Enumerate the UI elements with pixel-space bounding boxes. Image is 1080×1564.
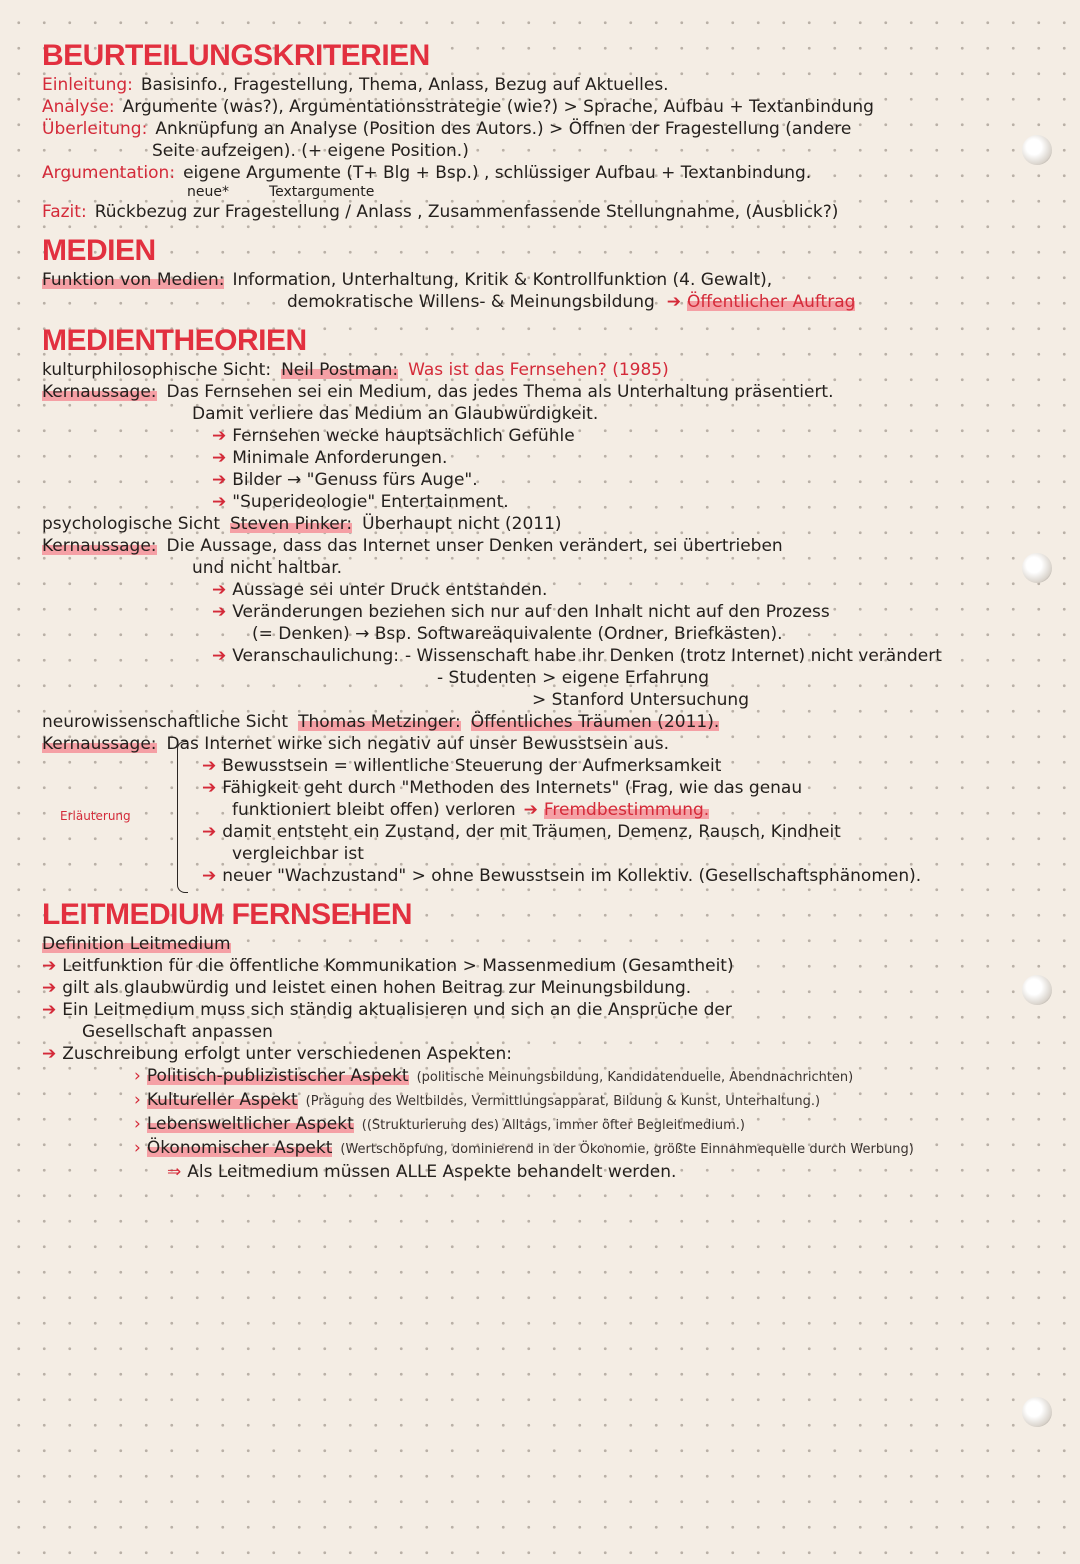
list-item (42, 425, 1017, 447)
list-item (42, 601, 1017, 623)
arrow-icon: ➔ (212, 470, 227, 490)
section-title-medien: MEDIEN (42, 234, 156, 267)
punch-hole (1022, 975, 1052, 1005)
aspekt-name: Kultureller Aspekt (146, 1090, 298, 1110)
aspekt-name: Ökonomischer Aspekt (146, 1138, 333, 1158)
psych-kern-text: Die Aussage, dass das Internet unser Denken verändert, sei übertrieben (166, 536, 783, 556)
psych-veran-3: > Stanford Untersuchung (532, 690, 749, 710)
list-item (42, 689, 1017, 711)
argumentation-line (42, 162, 1017, 184)
kultur-label: kulturphilosophische Sicht: (42, 360, 272, 380)
fazit-text: Rückbezug zur Fragestellung / Anlass , Zusammenfassende Stellungnahme, (Ausblick?) (94, 202, 839, 222)
neuro-fremd: Fremdbestimmung. (543, 800, 710, 820)
list-item (42, 1043, 1017, 1065)
psych-work: Überhaupt nicht (2011) (362, 514, 562, 534)
leit-point: gilt als glaubwürdig und leistet einen hohen Beitrag zur Meinungsbildung. (62, 978, 692, 998)
psych-point: Aussage sei unter Druck entstanden. (232, 580, 548, 600)
neuro-author: Thomas Metzinger: (298, 712, 461, 732)
list-item (42, 977, 1017, 999)
ueberleitung-text-2: Seite aufzeigen). (+ eigene Position.) (152, 141, 469, 161)
neuro-kern-label: Kernaussage: (42, 734, 157, 754)
arrow-icon: ➔ (523, 800, 538, 820)
arrow-icon: ➔ (42, 1000, 57, 1020)
psych-veran-2: - Studenten > eigene Erfahrung (437, 668, 710, 688)
aspekt-name: Politisch-publizistischer Aspekt (146, 1066, 409, 1086)
argumentation-sub-neue: neue* (187, 184, 229, 200)
einleitung-line (42, 74, 1017, 96)
list-item (42, 469, 1017, 491)
aspekt-desc: ((Strukturierung des) Alltags, immer öfter Begleitmedium.) (361, 1118, 745, 1133)
psych-point-2b: (= Denken) → Bsp. Softwareäquivalente (Ordner, Briefkästen). (252, 624, 783, 644)
psych-kern-text-2: und nicht haltbar. (192, 558, 343, 578)
arrow-icon: ➔ (212, 602, 227, 622)
section-title-leitmedium: LEITMEDIUM FERNSEHEN (42, 898, 413, 931)
arrow-icon: ➔ (42, 1044, 57, 1064)
psych-line (42, 513, 1017, 535)
psych-kern-line-2 (42, 557, 1017, 579)
psych-label: psychologische Sicht (42, 514, 221, 534)
list-item (42, 843, 1017, 865)
list-item (42, 667, 1017, 689)
list-item (42, 955, 1017, 977)
neuro-point: damit entsteht ein Zustand, der mit Träumen, Demenz, Rausch, Kindheit (222, 822, 841, 842)
chevron-right-icon: › (134, 1114, 141, 1134)
neuro-point: Bewusstsein = willentliche Steuerung der Aufmerksamkeit (222, 756, 722, 776)
punch-hole (1022, 553, 1052, 583)
aspekt-item (42, 1065, 1017, 1089)
argumentation-sub-text: Textargumente (268, 184, 375, 200)
ueberleitung-label: Überleitung: (42, 119, 148, 139)
list-item (42, 447, 1017, 469)
psych-veran-label: Veranschaulichung: (232, 646, 400, 666)
list-item (42, 999, 1017, 1021)
definition-line (42, 933, 1017, 955)
arrow-icon: ➔ (202, 822, 217, 842)
kultur-kern-line (42, 381, 1017, 403)
psych-point: Veränderungen beziehen sich nur auf den Inhalt nicht auf den Prozess (232, 602, 830, 622)
arrow-icon: ➔ (212, 492, 227, 512)
aspekt-item (42, 1113, 1017, 1137)
kultur-kern-label: Kernaussage: (42, 382, 157, 402)
kultur-kern-line-2 (42, 403, 1017, 425)
section-title-theorien: MEDIENTHEORIEN (42, 324, 307, 357)
leit-point: Zuschreibung erfolgt unter verschiedenen Aspekten: (62, 1044, 513, 1064)
chevron-right-icon: › (134, 1138, 141, 1158)
neuro-label: neurowissenschaftliche Sicht (42, 712, 289, 732)
neuro-point: Fähigkeit geht durch "Methoden des Internets" (Frag, wie das genau (222, 778, 803, 798)
psych-veran-1: - Wissenschaft habe ihr Denken (trotz Internet) nicht verändert (405, 646, 942, 666)
arrow-icon: ➔ (666, 292, 682, 312)
conclusion-line (42, 1161, 1017, 1183)
psych-kern-line (42, 535, 1017, 557)
einleitung-label: Einleitung: (42, 75, 133, 95)
ueberleitung-line (42, 118, 1017, 140)
kultur-line (42, 359, 1017, 381)
arrow-icon: ➔ (42, 978, 57, 998)
list-item (42, 799, 1017, 821)
aspekt-item (42, 1089, 1017, 1113)
list-item (42, 645, 1017, 667)
double-arrow-icon: ⇒ (167, 1162, 182, 1182)
notes-page (42, 38, 1017, 1183)
neuro-line (42, 711, 1017, 733)
arrow-icon: ➔ (212, 580, 227, 600)
list-item (42, 623, 1017, 645)
kultur-point: Minimale Anforderungen. (232, 448, 448, 468)
arrow-icon: ➔ (202, 778, 217, 798)
funktion-text-2: demokratische Willens- & Meinungsbildung (287, 292, 655, 312)
list-item (42, 579, 1017, 601)
arrow-icon: ➔ (212, 448, 227, 468)
fazit-label: Fazit: (42, 202, 87, 222)
chevron-right-icon: › (134, 1090, 141, 1110)
neuro-point: vergleichbar ist (232, 844, 364, 864)
neuro-point: neuer "Wachzustand" > ohne Bewusstsein im Kollektiv. (Gesellschaftsphänomen). (222, 866, 922, 886)
list-item (42, 777, 1017, 799)
argumentation-subline (42, 184, 1017, 201)
conclusion-text: Als Leitmedium müssen ALLE Aspekte behandelt werden. (187, 1162, 677, 1182)
funktion-text: Information, Unterhaltung, Kritik & Kontrollfunktion (4. Gewalt), (232, 270, 773, 290)
fazit-line (42, 201, 1017, 223)
punch-hole (1022, 135, 1052, 165)
aspekt-desc: (Wertschöpfung, dominierend in der Ökonomie, größte Einnahmequelle durch Werbung) (340, 1142, 914, 1157)
einleitung-text: Basisinfo., Fragestellung, Thema, Anlass, Bezug auf Aktuelles. (140, 75, 669, 95)
bracket-icon (177, 741, 188, 893)
arrow-icon: ➔ (212, 426, 227, 446)
list-item (42, 1021, 1017, 1043)
kultur-kern-text-2: Damit verliere das Medium an Glaubwürdigkeit. (192, 404, 599, 424)
list-item (42, 865, 1017, 887)
kultur-point: Fernsehen wecke hauptsächlich Gefühle (232, 426, 575, 446)
kultur-point: "Superideologie" Entertainment. (232, 492, 509, 512)
definition-label: Definition Leitmedium (42, 934, 231, 954)
ueberleitung-line-2 (42, 140, 1017, 162)
list-item (42, 491, 1017, 513)
analyse-text: Argumente (was?), Argumentationsstrategie (wie?) > Sprache, Aufbau + Textanbindung (122, 97, 874, 117)
analyse-line (42, 96, 1017, 118)
funktion-line-2 (42, 291, 1017, 313)
kultur-work: Was ist das Fernsehen? (1985) (408, 360, 669, 380)
neuro-work: Öffentliches Träumen (2011). (470, 712, 720, 732)
psych-kern-label: Kernaussage: (42, 536, 157, 556)
neuro-point: funktioniert bleibt offen) verloren (232, 800, 516, 820)
psych-author: Steven Pinker: (230, 514, 353, 534)
section-title-beurteilung: BEURTEILUNGSKRITERIEN (42, 39, 430, 72)
punch-hole (1022, 1397, 1052, 1427)
leit-point: Ein Leitmedium muss sich ständig aktualisieren und sich an die Ansprüche der (62, 1000, 732, 1020)
chevron-right-icon: › (134, 1066, 141, 1086)
leit-point: Leitfunktion für die öffentliche Kommunikation > Massenmedium (Gesamtheit) (62, 956, 734, 976)
arrow-icon: ➔ (212, 646, 227, 666)
aspekt-desc: (politische Meinungsbildung, Kandidatenduelle, Abendnachrichten) (416, 1070, 854, 1085)
funktion-auftrag: Öffentlicher Auftrag (687, 292, 856, 312)
list-item (42, 821, 1017, 843)
leit-point: Gesellschaft anpassen (82, 1022, 273, 1042)
neuro-side-label: Erläuterung (60, 809, 131, 823)
neuro-kern-text: Das Internet wirke sich negativ auf unser Bewusstsein aus. (166, 734, 670, 754)
arrow-icon: ➔ (202, 756, 217, 776)
argumentation-text: eigene Argumente (T+ Blg + Bsp.) , schlüssiger Aufbau + Textanbindung. (183, 163, 812, 183)
analyse-label: Analyse: (42, 97, 115, 117)
arrow-icon: ➔ (202, 866, 217, 886)
funktion-label: Funktion von Medien: (42, 270, 225, 290)
aspekt-name: Lebensweltlicher Aspekt (146, 1114, 354, 1134)
kultur-author: Neil Postman: (281, 360, 399, 380)
aspekt-item (42, 1137, 1017, 1161)
argumentation-label: Argumentation: (42, 163, 176, 183)
list-item (42, 755, 1017, 777)
ueberleitung-text: Anknüpfung an Analyse (Position des Autors.) > Öffnen der Fragestellung (andere (155, 119, 852, 139)
kultur-kern-text: Das Fernsehen sei ein Medium, das jedes Thema als Unterhaltung präsentiert. (166, 382, 834, 402)
neuro-kern-line (42, 733, 1017, 755)
funktion-line (42, 269, 1017, 291)
arrow-icon: ➔ (42, 956, 57, 976)
neuro-block (42, 733, 1017, 887)
aspekt-desc: (Prägung des Weltbildes, Vermittlungsapparat, Bildung & Kunst, Unterhaltung.) (305, 1094, 821, 1109)
kultur-point: Bilder → "Genuss fürs Auge". (232, 470, 478, 490)
